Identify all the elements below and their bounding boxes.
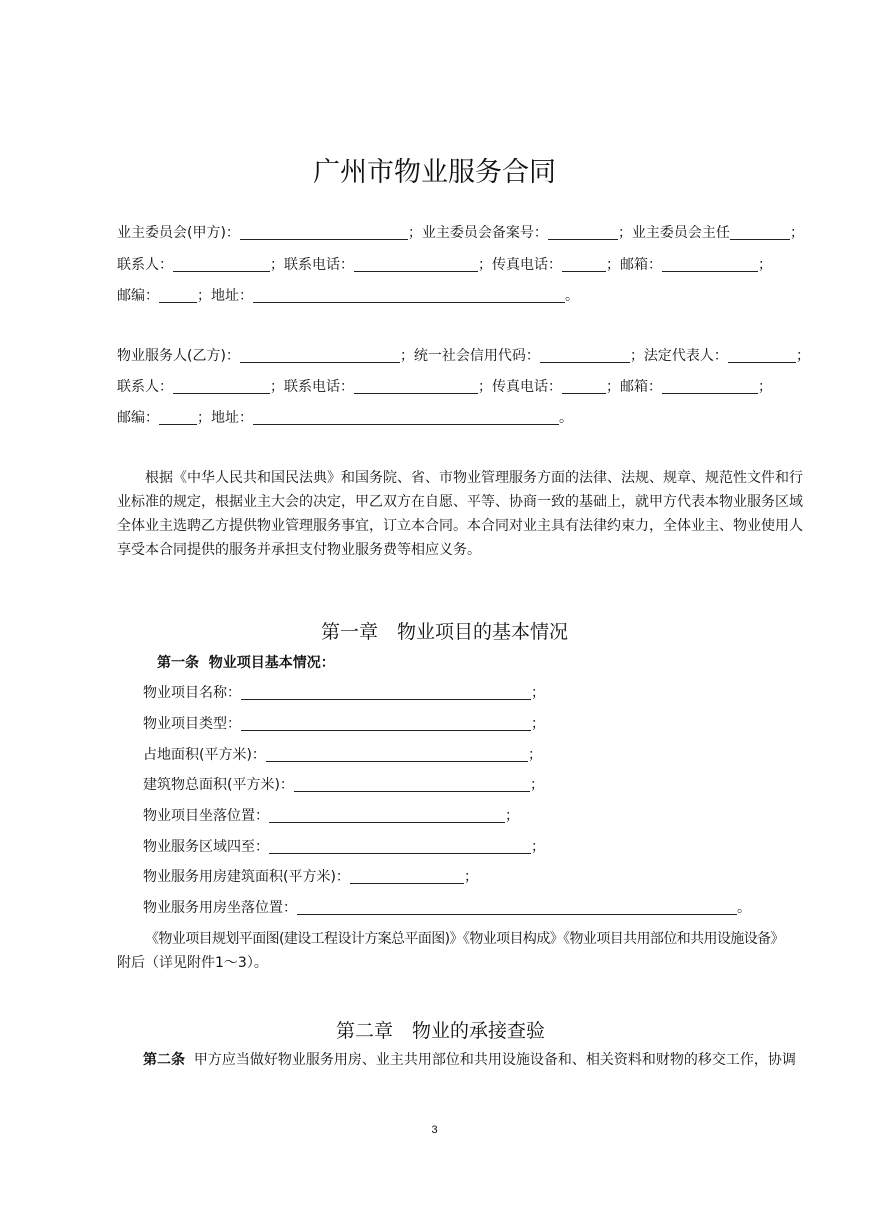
article-1-heading: [157, 653, 335, 673]
attachment-note: [117, 927, 784, 975]
field-blank[interactable]: [269, 808, 505, 823]
party-b-postcode-blank[interactable]: [159, 410, 197, 425]
party-b-credit-code-blank[interactable]: [540, 348, 630, 363]
article-2: [143, 1050, 796, 1070]
party-b-fax-blank[interactable]: [562, 379, 606, 394]
party-b-address-label: ；地址：: [197, 410, 253, 426]
party-a-fax-blank[interactable]: [562, 257, 606, 272]
party-b-contact-blank[interactable]: [173, 379, 270, 394]
party-b-fax-label: ；传真电话：: [478, 379, 562, 395]
party-b-phone-label: ；联系电话：: [270, 379, 354, 395]
party-a-email-label: ；邮箱：: [606, 257, 662, 273]
field-label: 占地面积(平方米)：: [143, 747, 266, 763]
preamble-paragraph: [117, 466, 803, 562]
field-end: ；: [529, 777, 544, 793]
party-a-committee-label: 业主委员会(甲方)：: [117, 225, 240, 241]
field-end: ；: [463, 869, 478, 885]
field-end: ；: [527, 747, 542, 763]
field-service-boundary: [143, 837, 545, 857]
party-b-representative-label: ；法定代表人：: [629, 348, 728, 364]
field-end: ；: [531, 839, 545, 855]
field-project-type: [143, 714, 545, 734]
party-a-phone-blank[interactable]: [354, 257, 478, 272]
field-label: 建筑物总面积(平方米)：: [143, 777, 294, 793]
party-b-credit-code-label: ；统一社会信用代码：: [399, 348, 540, 364]
preamble-line: 业标准的规定，根据业主大会的决定，甲乙双方在自愿、平等、协商一致的基础上，就甲方代表本物业服务区域: [117, 494, 803, 510]
article-1-number: 第一条: [157, 655, 199, 671]
party-a-line-3: [117, 286, 579, 306]
field-blank[interactable]: [350, 869, 464, 884]
party-b-line-2-end: ；: [758, 379, 772, 395]
party-a-line-2-end: ；: [758, 257, 772, 273]
field-service-room-area: [143, 867, 478, 887]
party-a-record-no-label: ；业主委员会备案号：: [407, 225, 548, 241]
field-blank[interactable]: [241, 685, 531, 700]
party-a-line-1: [117, 223, 804, 243]
field-end: ；: [505, 808, 519, 824]
party-a-contact-blank[interactable]: [173, 257, 270, 272]
field-label: 物业服务区域四至：: [143, 839, 269, 855]
document-title: 广州市物业服务合同: [313, 157, 556, 188]
party-b-provider-label: 物业服务人(乙方)：: [117, 348, 240, 364]
field-end: ；: [531, 685, 545, 701]
field-blank[interactable]: [266, 747, 528, 762]
party-a-record-no-blank[interactable]: [548, 225, 618, 240]
party-b-postcode-label: 邮编：: [117, 410, 159, 426]
party-a-line-2: [117, 255, 772, 275]
party-a-address-label: ；地址：: [197, 288, 253, 304]
party-a-line-3-end: 。: [565, 288, 579, 304]
party-a-line-1-end: ；: [789, 225, 804, 241]
party-b-email-blank[interactable]: [662, 379, 758, 394]
field-project-name: [143, 683, 545, 703]
article-1-title: 物业项目基本情况：: [208, 655, 335, 671]
preamble-line: 享受本合同提供的服务并承担支付物业服务费等相应义务。: [117, 542, 481, 558]
party-a-phone-label: ；联系电话：: [270, 257, 354, 273]
field-blank[interactable]: [241, 716, 531, 731]
party-b-line-3: [117, 408, 573, 428]
party-a-fax-label: ；传真电话：: [478, 257, 562, 273]
party-a-director-label: ；业主委员会主任: [617, 225, 730, 241]
party-b-address-blank[interactable]: [253, 410, 559, 425]
preamble-line: 全体业主选聘乙方提供物业管理服务事宜，订立本合同。本合同对业主具有法律约束力，全体业主、物业使用人: [117, 518, 803, 534]
party-b-representative-blank[interactable]: [728, 348, 796, 363]
field-building-area: [143, 775, 544, 795]
party-b-line-1: [117, 346, 810, 366]
party-b-contact-label: 联系人：: [117, 379, 173, 395]
field-project-location: [143, 806, 519, 826]
chapter-1-heading: 第一章 物业项目的基本情况: [320, 621, 568, 643]
attachment-note-line: 《物业项目规划平面图(建设工程设计方案总平面图)》《物业项目构成》《物业项目共用部位和共用设施设备》: [145, 931, 784, 947]
party-b-email-label: ；邮箱：: [606, 379, 662, 395]
field-label: 物业项目名称：: [143, 685, 241, 701]
field-end: ；: [531, 716, 545, 732]
party-b-phone-blank[interactable]: [354, 379, 478, 394]
party-a-postcode-label: 邮编：: [117, 288, 159, 304]
party-a-director-blank[interactable]: [730, 225, 790, 240]
preamble-line: 根据《中华人民共和国民法典》和国务院、省、市物业管理服务方面的法律、法规、规章、规范性文件和行: [145, 470, 803, 486]
party-a-committee-blank[interactable]: [240, 225, 408, 240]
field-blank[interactable]: [294, 777, 530, 792]
field-label: 物业项目类型：: [143, 716, 241, 732]
field-blank[interactable]: [269, 839, 531, 854]
party-b-provider-blank[interactable]: [240, 348, 400, 363]
party-a-email-blank[interactable]: [662, 257, 758, 272]
field-label: 物业服务用房建筑面积(平方米)：: [143, 869, 350, 885]
page-number: 3: [431, 1124, 438, 1136]
field-label: 物业项目坐落位置：: [143, 808, 269, 824]
field-service-room-location: [143, 898, 751, 918]
party-b-line-3-end: 。: [559, 410, 573, 426]
field-blank[interactable]: [297, 900, 737, 915]
field-end: 。: [737, 900, 751, 916]
party-b-line-1-end: ；: [795, 348, 810, 364]
article-2-text: 甲方应当做好物业服务用房、业主共用部位和共用设施设备和、相关资料和财物的移交工作，协调: [193, 1052, 796, 1068]
party-b-line-2: [117, 377, 772, 397]
article-2-number: 第二条: [143, 1052, 185, 1068]
field-label: 物业服务用房坐落位置：: [143, 900, 297, 916]
party-a-postcode-blank[interactable]: [159, 288, 197, 303]
field-land-area: [143, 745, 542, 765]
party-a-address-blank[interactable]: [253, 288, 565, 303]
chapter-2-heading: 第二章 物业的承接查验: [335, 1020, 545, 1042]
attachment-note-line: 附后（详见附件1～3）。: [117, 955, 268, 971]
party-a-contact-label: 联系人：: [117, 257, 173, 273]
